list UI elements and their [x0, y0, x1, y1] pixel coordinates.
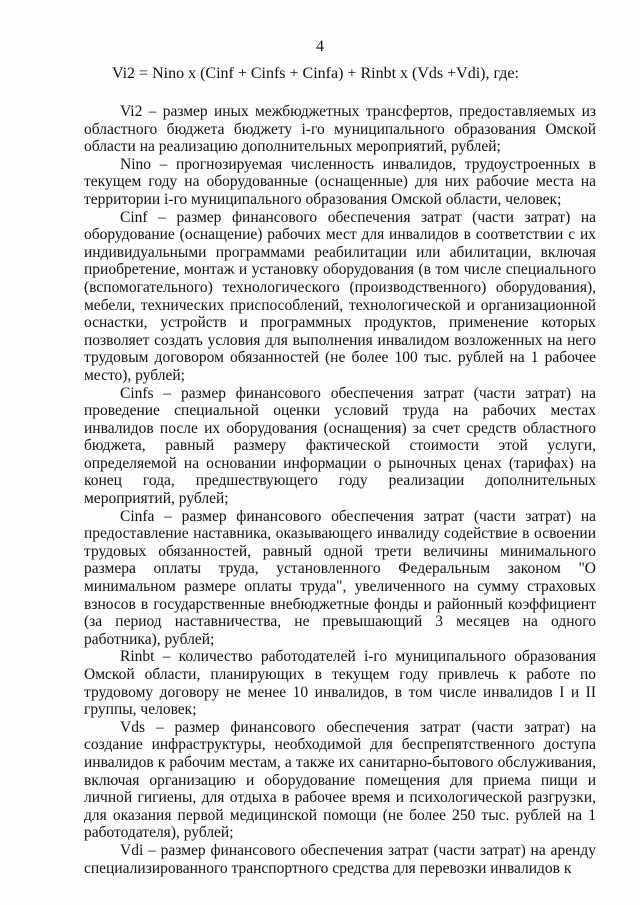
- paragraph-vdi-definition: Vdi – размер финансового обеспечения затрат (части затрат) на аренду специализированного транспортного средства для перевозки инвалидов к: [84, 841, 596, 877]
- page-number: 4: [316, 38, 324, 55]
- paragraph-cinfa-definition: Cinfa – размер финансового обеспечения затрат (части затрат) на предоставление наставника, оказывающего инвалиду содействие в освоении трудовых обязанностей, равный одной трети величины минимального размера оплаты труда, установленного Федеральным законом "О минимальном размере оплаты труда", увеличенного на сумму страховых взносов в государственные внебюджетные фонды и районный коэффициент (за период наставничества, не превышающий 3 месяцев на одного работника), рублей;: [84, 507, 596, 648]
- formula-line: Vi2 = Nino x (Cinf + Cinfs + Cinfa) + Rinbt x (Vds +Vdi), где:: [112, 65, 519, 82]
- paragraph-vds-definition: Vds – размер финансового обеспечения затрат (части затрат) на создание инфраструктуры, необходимой для беспрепятственного доступа инвалидов к рабочим местам, а также их санитарно-бытового обслуживания, включая организацию и оборудование помещения для приема пищи и личной гигиены, для отдыха в рабочее время и психологической разгрузки, для оказания первой медицинской помощи (не более 250 тыс. рублей на 1 работодателя), рублей;: [84, 718, 596, 842]
- paragraph-rinbt-definition: Rinbt – количество работодателей i-го муниципального образования Омской области, планирующих в текущем году привлечь к работе по трудовому договору не менее 10 инвалидов, в том числе инвалидов I и II группы, человек;: [84, 648, 596, 719]
- body-text: [84, 103, 596, 877]
- paragraph-nino-definition: Nino – прогнозируемая численность инвалидов, трудоустроенных в текущем году на оборудованные (оснащенные) для них рабочие места на территории i-го муниципального образования Омской области, человек;: [84, 155, 596, 208]
- paragraph-cinfs-definition: Cinfs – размер финансового обеспечения затрат (части затрат) на проведение специальной оценки условий труда на рабочих местах инвалидов после их оборудования (оснащения) за счет средств областного бюджета, равный размеру фактической стоимости этой услуги, определяемой на основании информации о рыночных ценах (тарифах) на конец года, предшествующего году реализации дополнительных мероприятий, рублей;: [84, 384, 596, 508]
- paragraph-vi2-definition: Vi2 – размер иных межбюджетных трансфертов, предоставляемых из областного бюджета бюджету i-го муниципального образования Омской области на реализацию дополнительных мероприятий, рублей;: [84, 103, 596, 156]
- paragraph-cinf-definition: Cinf – размер финансового обеспечения затрат (части затрат) на оборудование (оснащение) рабочих мест для инвалидов в соответствии с их индивидуальными программами реабилитации или абилитации, включая приобретение, монтаж и установку оборудования (в том числе специального (вспомогательного) технологического (производственного) оборудования), мебели, технических приспособлений, технологической и организационной оснастки, устройств и программных продуктов, применение которых позволяет создать условия для выполнения инвалидом возложенных на него трудовым договором обязанностей (не более 100 тыс. рублей на 1 рабочее место), рублей;: [84, 208, 596, 384]
